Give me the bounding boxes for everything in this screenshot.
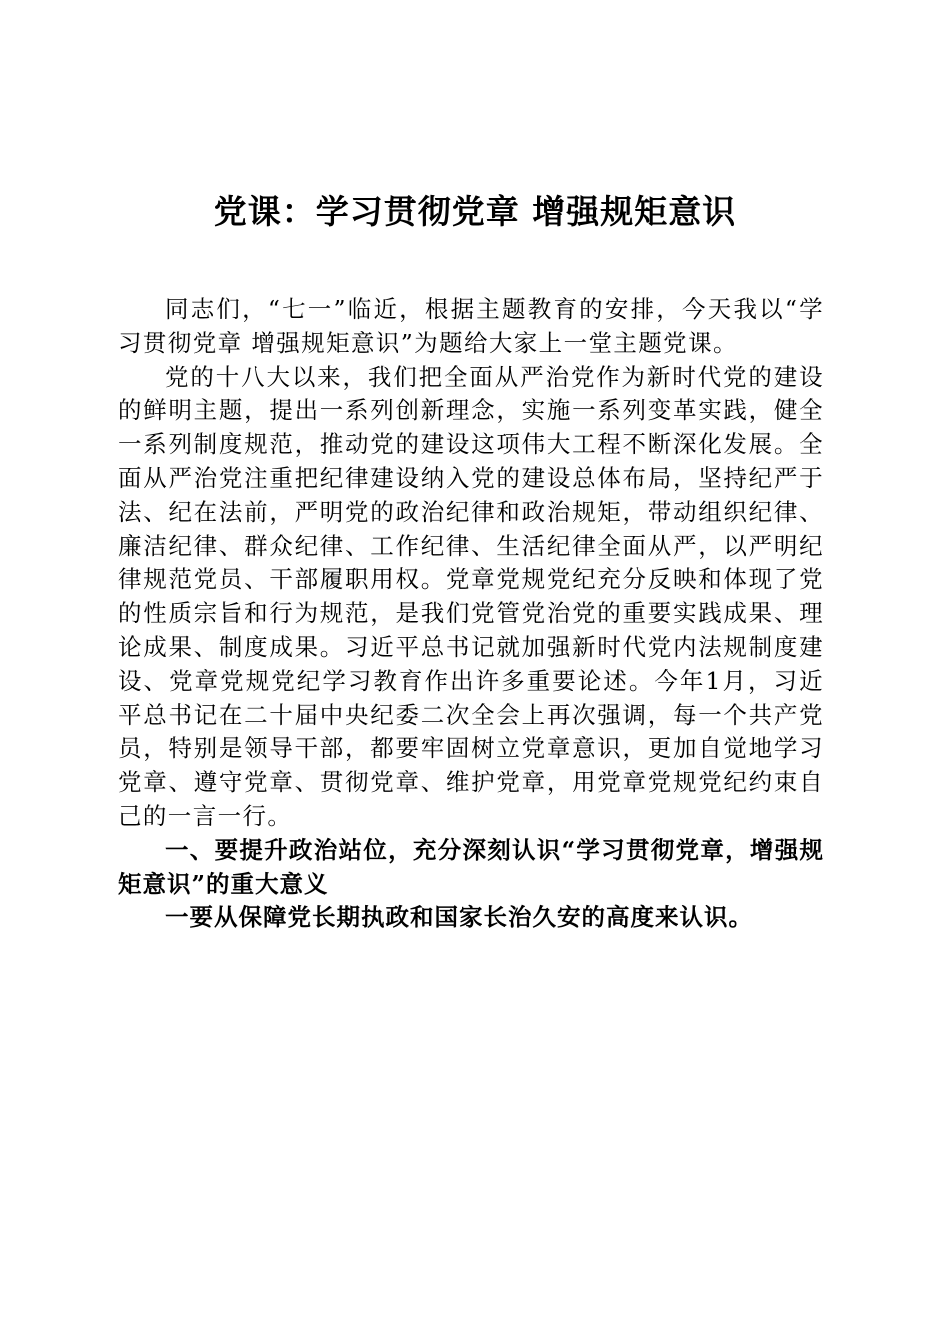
paragraph-greeting: 同志们，“七一”临近，根据主题教育的安排，今天我以“学习贯彻党章 增强规矩意识”为题给大家上一堂主题党课。 <box>118 295 824 357</box>
subsection-heading-1: 一要从保障党长期执政和国家长治久安的高度来认识。 <box>165 903 753 932</box>
document-body <box>118 293 824 935</box>
document-title: 党课：学习贯彻党章 增强规矩意识 <box>213 192 737 231</box>
section-heading-1: 一、要提升政治站位，充分深刻认识“学习贯彻党章，增强规矩意识”的重大意义 <box>118 835 824 898</box>
paragraph-background: 党的十八大以来，我们把全面从严治党作为新时代党的建设的鲜明主题，提出一系列创新理念，实施一系列变革实践，健全一系列制度规范，推动党的建设这项伟大工程不断深化发展。全面从严治党注重把纪律建设纳入党的建设总体布局，坚持纪严于法、纪在法前，严明党的政治纪律和政治规矩，带动组织纪律、廉洁纪律、群众纪律、工作纪律、生活纪律全面从严，以严明纪律规范党员、干部履职用权。党章党规党纪充分反映和体现了党的性质宗旨和行为规范，是我们党管党治党的重要实践成果、理论成果、制度成果。习近平总书记就加强新时代党内法规制度建设、党章党规党纪学习教育作出许多重要论述。今年1月，习近平总书记在二十届中央纪委二次全会上再次强调，每一个共产党员，特别是领导干部，都要牢固树立党章意识，更加自觉地学习党章、遵守党章、贯彻党章、维护党章，用党章党规党纪约束自己的一言一行。 <box>118 362 824 830</box>
